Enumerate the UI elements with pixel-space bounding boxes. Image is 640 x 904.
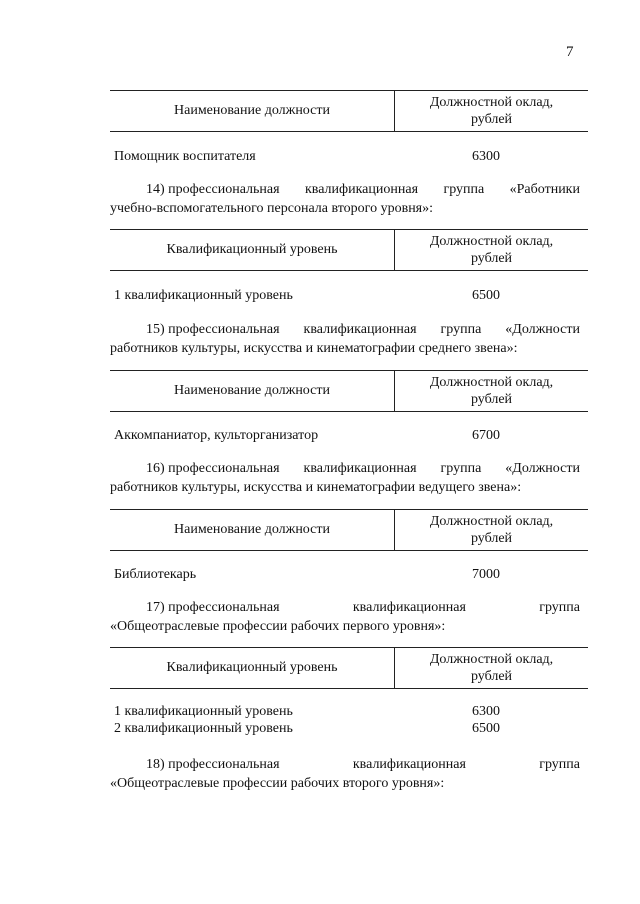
- paragraph-line-1: 15) профессиональная квалификационная группа «Должности: [146, 322, 580, 337]
- paragraph-line-1: 14) профессиональная квалификационная группа «Работники: [146, 182, 580, 197]
- table-row-value: 6500: [472, 288, 500, 303]
- table-row-value: 6700: [472, 428, 500, 443]
- table-row-name: Библиотекарь: [114, 567, 197, 582]
- paragraph-line-2: «Общеотраслевые профессии рабочих первого уровня»:: [110, 619, 446, 634]
- paragraph-line-2: работников культуры, искусства и кинематографии ведущего звена»:: [110, 480, 522, 495]
- table-row-value: 6300: [472, 704, 500, 719]
- table-row-name: Аккомпаниатор, культорганизатор: [114, 428, 319, 443]
- table-header: [110, 509, 588, 551]
- group-paragraph: [110, 598, 580, 636]
- table-header: [110, 370, 588, 412]
- group-paragraph: [110, 755, 580, 793]
- group-paragraph: [110, 459, 580, 497]
- group-paragraph: [110, 320, 580, 358]
- header-col-salary: Должностной оклад, рублей: [429, 95, 554, 127]
- table-row-value: 6300: [472, 149, 500, 164]
- header-col-level: Квалификационный уровень: [166, 660, 338, 675]
- table-row-value: 7000: [472, 567, 500, 582]
- table-header: [110, 90, 588, 132]
- table-row-name: 1 квалификационный уровень: [114, 288, 293, 303]
- header-col-salary: Должностной оклад, рублей: [429, 234, 554, 266]
- header-col-salary: Должностной оклад, рублей: [429, 375, 554, 407]
- paragraph-line-2: учебно-вспомогательного персонала второго уровня»:: [110, 201, 434, 216]
- group-paragraph: [110, 180, 580, 218]
- header-col-salary: Должностной оклад, рублей: [429, 514, 554, 546]
- paragraph-line-2: «Общеотраслевые профессии рабочих второго уровня»:: [110, 776, 445, 791]
- table-header: [110, 647, 588, 689]
- header-col-name: Наименование должности: [174, 103, 330, 118]
- table-row-value: 6500: [472, 721, 500, 736]
- table-header: [110, 229, 588, 271]
- header-col-name: Наименование должности: [174, 383, 330, 398]
- table-row-name: Помощник воспитателя: [114, 149, 256, 164]
- paragraph-line-1: 18) профессиональная квалификационная группа: [146, 757, 580, 772]
- paragraph-line-2: работников культуры, искусства и кинематографии среднего звена»:: [110, 341, 518, 356]
- table-row-name: 2 квалификационный уровень: [114, 721, 293, 736]
- header-col-level: Квалификационный уровень: [166, 242, 338, 257]
- header-col-name: Наименование должности: [174, 522, 330, 537]
- paragraph-line-1: 16) профессиональная квалификационная группа «Должности: [146, 461, 580, 476]
- header-col-salary: Должностной оклад, рублей: [429, 652, 554, 684]
- table-row-name: 1 квалификационный уровень: [114, 704, 293, 719]
- page-number: 7: [566, 44, 574, 60]
- paragraph-line-1: 17) профессиональная квалификационная группа: [146, 600, 580, 615]
